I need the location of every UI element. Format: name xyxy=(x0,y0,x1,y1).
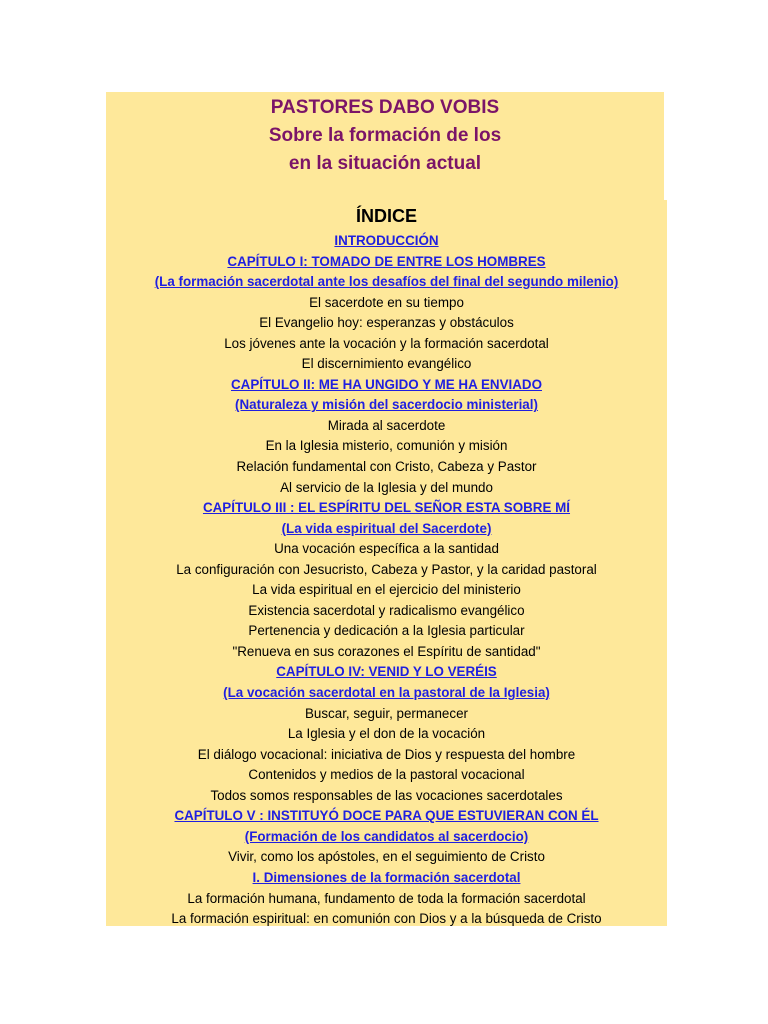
index-item: La vida espiritual en el ejercicio del ministerio xyxy=(252,582,521,598)
index-item: Al servicio de la Iglesia y del mundo xyxy=(280,479,493,495)
index-item: La formación humana, fundamento de toda la formación sacerdotal xyxy=(187,890,586,906)
index-item: El discernimiento evangélico xyxy=(301,356,472,372)
index-item: El diálogo vocacional: iniciativa de Dios y respuesta del hombre xyxy=(197,746,576,762)
index-entries xyxy=(106,231,667,930)
index-item: Una vocación específica a la santidad xyxy=(274,541,499,557)
index-item: "Renueva en sus corazones el Espíritu de santidad" xyxy=(232,643,541,659)
index-title: ÍNDICE xyxy=(355,206,417,226)
index-link[interactable]: (Naturaleza y misión del sacerdocio ministerial) xyxy=(235,397,538,413)
index-link[interactable]: (La vida espiritual del Sacerdote) xyxy=(281,520,492,536)
index-item: Todos somos responsables de las vocaciones sacerdotales xyxy=(210,787,563,803)
index-link[interactable]: CAPÍTULO III : EL ESPÍRITU DEL SEÑOR ESTA SOBRE MÍ xyxy=(202,500,571,516)
index-link[interactable]: I. Dimensiones de la formación sacerdotal xyxy=(252,869,521,885)
index-item: El sacerdote en su tiempo xyxy=(309,294,464,310)
index-item: Relación fundamental con Cristo, Cabeza y Pastor xyxy=(236,459,537,475)
index-item: La configuración con Jesucristo, Cabeza y Pastor, y la caridad pastoral xyxy=(176,561,597,577)
index-item: Existencia sacerdotal y radicalismo evangélico xyxy=(248,602,525,618)
index-item: La Iglesia y el don de la vocación xyxy=(287,726,486,742)
document-title: PASTORES DABO VOBIS xyxy=(270,97,500,118)
document-subtitle-line-2: en la situación actual xyxy=(288,153,482,174)
index-link[interactable]: CAPÍTULO IV: VENID Y LO VERÉIS xyxy=(276,664,497,680)
index-link[interactable]: CAPÍTULO II: ME HA UNGIDO Y ME HA ENVIADO xyxy=(231,376,542,392)
document-subtitle-line-1: Sobre la formación de los xyxy=(268,125,502,146)
index-item: Pertenencia y dedicación a la Iglesia particular xyxy=(248,623,525,639)
index-item: Los jóvenes ante la vocación y la formación sacerdotal xyxy=(224,335,549,351)
index-link[interactable]: INTRODUCCIÓN xyxy=(334,233,439,248)
index-item: Vivir, como los apóstoles, en el seguimiento de Cristo xyxy=(228,849,545,865)
index-item: Mirada al sacerdote xyxy=(327,417,446,433)
index-item: La formación espiritual: en comunión con Dios y a la búsqueda de Cristo xyxy=(171,911,602,927)
index-link[interactable]: CAPÍTULO V : INSTITUYÓ DOCE PARA QUE ESTUVIERAN CON ÉL xyxy=(174,808,599,824)
index-link[interactable]: (La vocación sacerdotal en la pastoral de la Iglesia) xyxy=(223,685,550,701)
index-item: El Evangelio hoy: esperanzas y obstáculos xyxy=(259,315,514,331)
index-link[interactable]: (Formación de los candidatos al sacerdocio) xyxy=(244,828,529,844)
index-link[interactable]: CAPÍTULO I: TOMADO DE ENTRE LOS HOMBRES xyxy=(227,253,546,269)
index-section xyxy=(106,200,667,926)
document-header xyxy=(106,92,664,200)
index-item: En la Iglesia misterio, comunión y misión xyxy=(265,438,508,454)
index-item: Buscar, seguir, permanecer xyxy=(304,705,468,721)
index-link[interactable]: (La formación sacerdotal ante los desafíos del final del segundo milenio) xyxy=(154,274,619,290)
index-item: Contenidos y medios de la pastoral vocacional xyxy=(248,767,525,783)
